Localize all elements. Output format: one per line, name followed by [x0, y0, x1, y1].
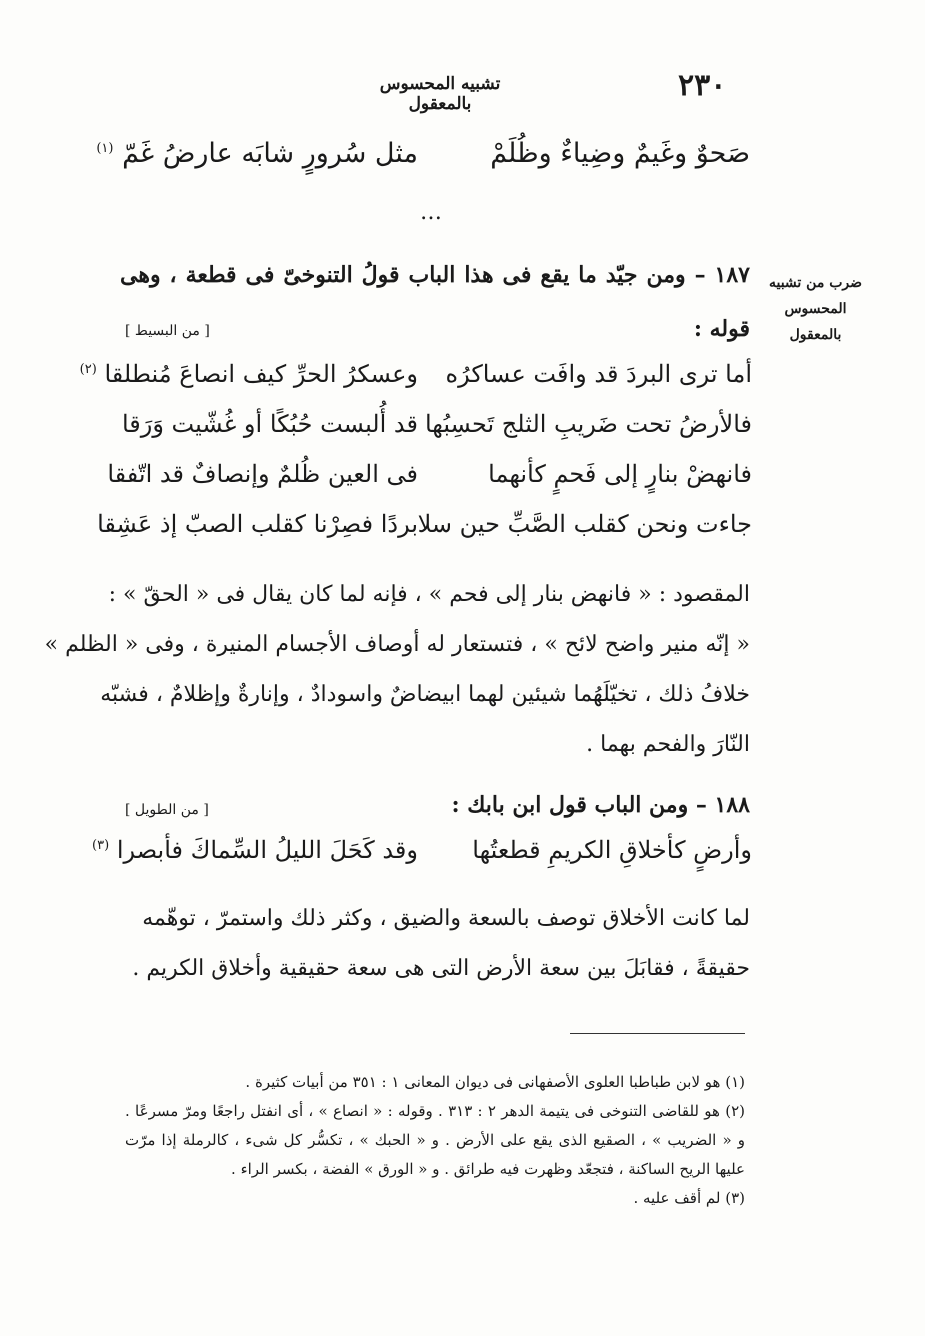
meter-label: [ من الطويل ]: [125, 802, 209, 818]
opening-verse-first: صَحوٌ وغَيمٌ وضِياءٌ وظُلَمْ: [490, 138, 750, 169]
footnote-3: (٣) لم أقف عليه .: [633, 1189, 745, 1207]
meter-label: [ من البسيط ]: [125, 323, 210, 339]
opening-verse-second-text: مثل سُرورٍ شابَه عارضُ غَمّ: [122, 138, 418, 169]
running-title: تشبيه المحسوس بالمعقول: [379, 74, 501, 114]
commentary-line: لما كانت الأخلاق توصف بالسعة والضيق ، وكثر ذلك واستمرّ ، توهّمه: [142, 906, 750, 931]
verse-188-second-text: وقد كَحَلَ الليلُ السِّماكَ فأبصرا: [116, 836, 418, 864]
commentary-line: النّارَ والفحم بهما .: [586, 732, 750, 757]
verse-187-1-first: أما ترى البردَ قد وافَت عساكرُه: [445, 360, 752, 388]
commentary-line: « إنّه منير واضح لائح » ، فتستعار له أوصاف الأجسام المنيرة ، وفى « الظلم »: [44, 632, 750, 657]
separator: …: [420, 200, 446, 225]
verse-187-4-second: بردًا فصِرْنا كقلب الصبّ إذ عَشِقا: [97, 510, 418, 538]
section-187-heading-cont: قوله :: [693, 316, 750, 342]
verse-188-first: وأرضٍ كأخلاقِ الكريمِ قطعتُها: [472, 836, 752, 864]
section-187-heading: ١٨٧ – ومن جيّد ما يقع فى هذا الباب قولُ التنوخىّ فى قطعة ، وهى: [120, 262, 750, 288]
footnote-mark: (٢): [79, 362, 97, 377]
footnote-2: (٢) هو للقاضى التنوخى فى يتيمة الدهر ٢ : ٣١٣ . وقوله : « انصاع » ، أى انفتل راجعًا ومرّ مسرعًا . و « الضريب » ، الصقيع الذى يقع على الأرض . و « الحبك » ، تكسُّر كل شىء ، كالرملة إذا مرّت عليها الريح الساكنة ، فتجعّد وظهرت فيه طرائق . و « الورق » الفضة ، بكسر الراء .: [125, 1102, 745, 1178]
commentary-line: حقيقةً ، فقابَلَ بين سعة الأرض التى هى سعة حقيقية وأخلاق الكريم .: [132, 956, 750, 981]
section-188-heading: ١٨٨ – ومن الباب قول ابن بابك :: [451, 792, 750, 818]
verse-187-2-second: قد أُلبست حُبُكًا أو غُشّيت وَرَقا: [121, 410, 418, 438]
commentary-line: خلافُ ذلك ، تخيّلَهُما شيئين لهما ابيضاضٌ واسودادٌ ، وإنارةٌ وإظلامٌ ، فشبّه: [100, 682, 750, 707]
opening-verse-second: [96, 138, 418, 169]
footnotes: [125, 1068, 745, 1213]
verse-188-second: [92, 836, 418, 864]
verse-187-2-first: فالأرضُ تحت ضَريبِ الثلج تَحسِبُها: [424, 410, 752, 438]
verse-187-1-second-text: وعسكرُ الحرِّ كيف انصاعَ مُنطلقا: [104, 360, 418, 388]
footnote-1: (١) هو لابن طباطبا العلوى الأصفهانى فى ديوان المعانى ١ : ٣٥١ من أبيات كثيرة .: [245, 1073, 745, 1091]
footnote-divider: [570, 1033, 745, 1034]
verse-187-4-first: جاءت ونحن كقلب الصَّبِّ حين سلا: [417, 510, 752, 538]
verse-187-3-second: فى العين ظُلمٌ وإنصافٌ قد اتّفقا: [107, 460, 418, 488]
footnote-mark: (١): [96, 141, 114, 156]
page-number: ٢٣٠: [678, 68, 727, 103]
verse-187-3-first: فانهضْ بنارٍ إلى فَحمٍ كأنهما: [488, 460, 752, 488]
margin-note: ضرب من تشبيه المحسوس بالمعقول: [768, 275, 863, 343]
commentary-line: المقصود : « فانهض بنار إلى فحم » ، فإنه لما كان يقال فى « الحقّ » :: [108, 582, 750, 607]
verse-187-1-second: [79, 360, 418, 388]
footnote-mark: (٣): [92, 838, 110, 853]
